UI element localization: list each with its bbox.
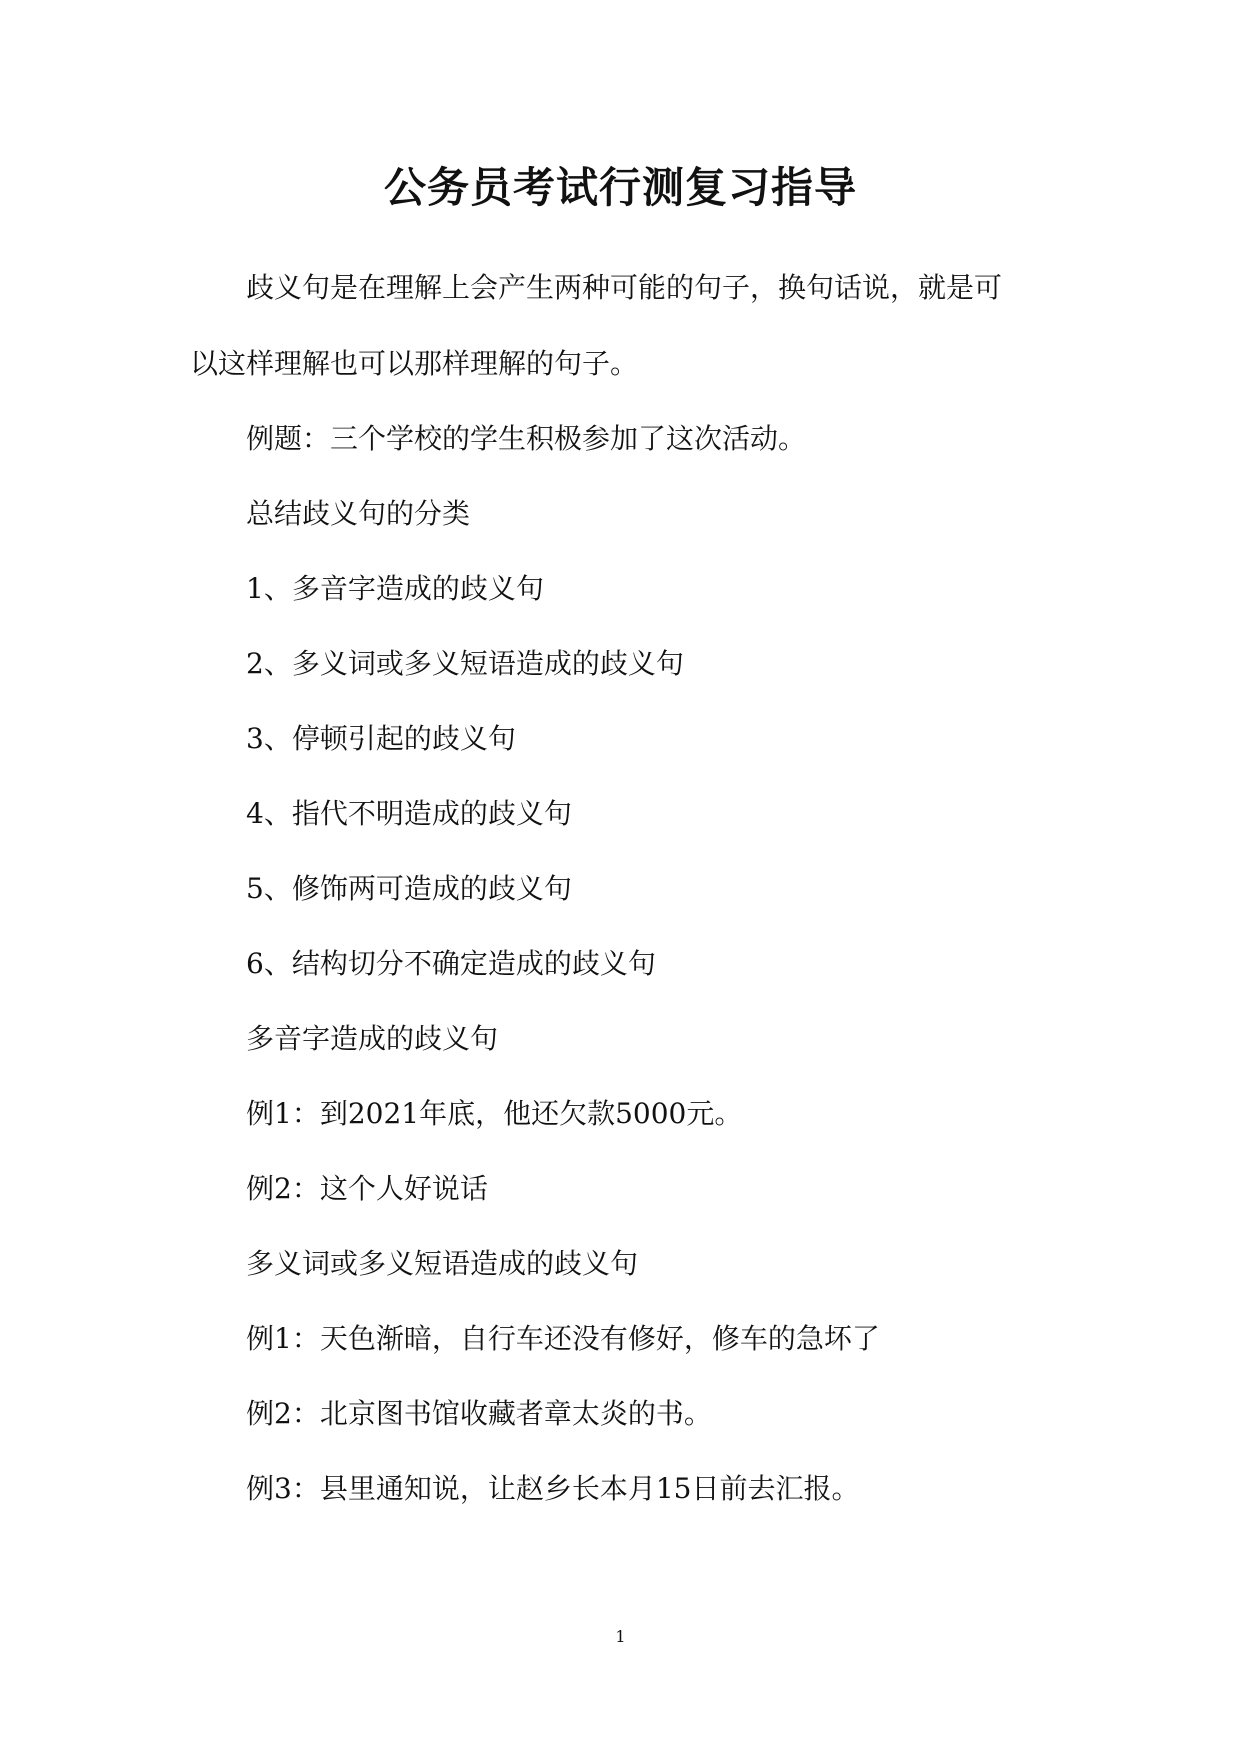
page-number: 1 bbox=[615, 1627, 626, 1646]
paragraph-example-question: 例题：三个学校的学生积极参加了这次活动。 bbox=[246, 422, 807, 455]
list-item: 6、结构切分不确定造成的歧义句 bbox=[246, 947, 656, 980]
list-item: 4、指代不明造成的歧义句 bbox=[246, 797, 572, 830]
list-item: 2、多义词或多义短语造成的歧义句 bbox=[246, 647, 684, 680]
paragraph-intro-line1: 歧义句是在理解上会产生两种可能的句子，换句话说，就是可 bbox=[246, 271, 1003, 304]
section-heading-polyphonic: 多音字造成的歧义句 bbox=[246, 1022, 499, 1055]
paragraph-intro-line2: 以这样理解也可以那样理解的句子。 bbox=[190, 347, 639, 380]
page-title: 公务员考试行测复习指导 bbox=[383, 163, 857, 212]
example-line: 例3：县里通知说，让赵乡长本月15日前去汇报。 bbox=[246, 1472, 860, 1505]
example-line: 例2：北京图书馆收藏者章太炎的书。 bbox=[246, 1397, 712, 1430]
section-heading-polysemy: 多义词或多义短语造成的歧义句 bbox=[246, 1247, 639, 1280]
list-item: 3、停顿引起的歧义句 bbox=[246, 722, 516, 755]
example-line: 例1：到2021年底，他还欠款5000元。 bbox=[246, 1097, 743, 1130]
section-heading-classification: 总结歧义句的分类 bbox=[246, 497, 471, 530]
example-line: 例2：这个人好说话 bbox=[246, 1172, 488, 1205]
list-item: 5、修饰两可造成的歧义句 bbox=[246, 872, 572, 905]
list-item: 1、多音字造成的歧义句 bbox=[246, 572, 544, 605]
example-line: 例1：天色渐暗，自行车还没有修好，修车的急坏了 bbox=[246, 1322, 880, 1355]
